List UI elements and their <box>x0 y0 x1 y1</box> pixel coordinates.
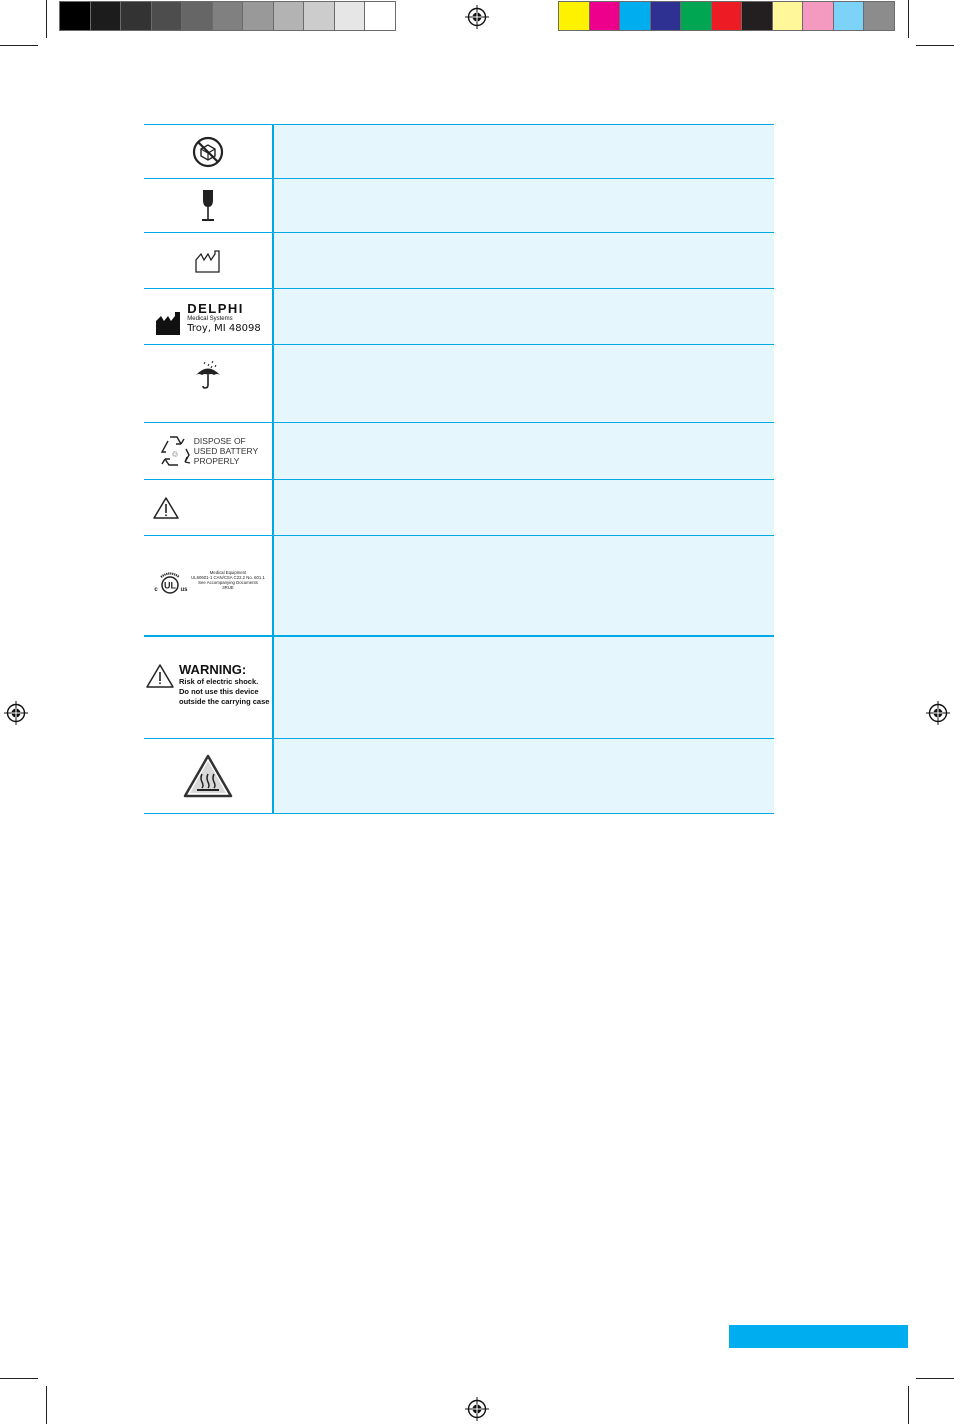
color-swatch <box>742 2 773 30</box>
color-swatch <box>620 2 651 30</box>
table-row <box>144 535 774 635</box>
symbol-cell <box>144 179 274 232</box>
registration-target-icon <box>465 1397 489 1421</box>
battery-disposal-text <box>194 436 258 466</box>
manufacturer-division: Medical Systems <box>187 316 233 322</box>
description-cell <box>274 739 774 813</box>
crop-mark <box>0 1378 38 1379</box>
crop-mark <box>908 0 909 38</box>
crop-mark <box>908 1386 909 1424</box>
battery-text-line: PROPERLY <box>193 456 240 466</box>
process-color-bar <box>558 1 895 31</box>
color-swatch <box>365 2 395 30</box>
recycle-icon <box>158 433 192 469</box>
manufacturer-text <box>187 302 261 335</box>
description-cell <box>274 345 774 422</box>
description-cell <box>274 536 774 635</box>
battery-text-line: DISPOSE OF <box>193 436 246 446</box>
svg-text:UL: UL <box>164 580 177 591</box>
table-row <box>144 124 774 178</box>
warning-text <box>179 663 269 707</box>
symbol-cell <box>144 289 274 344</box>
table-row <box>144 232 774 288</box>
registration-target-icon <box>926 701 950 725</box>
ul-text-line: See Accompanying Documents <box>198 580 258 585</box>
registration-target-icon <box>4 701 28 725</box>
table-row <box>144 178 774 232</box>
description-cell <box>274 233 774 288</box>
warning-line: outside the carrying case <box>179 697 270 706</box>
color-swatch <box>335 2 366 30</box>
color-swatch <box>304 2 335 30</box>
keep-dry-umbrella-icon <box>193 359 223 389</box>
description-cell <box>274 179 774 232</box>
description-cell <box>274 423 774 479</box>
svg-text:us: us <box>180 587 188 593</box>
warning-triangle-icon <box>145 663 175 689</box>
color-swatch <box>681 2 712 30</box>
description-cell <box>274 480 774 535</box>
symbol-cell <box>144 345 274 422</box>
ul-text-line: UL60601-1 CAN/CSA C22.2 No. 601.1 <box>191 575 265 580</box>
description-cell <box>274 637 774 738</box>
warning-line: Risk of electric shock. <box>179 677 259 686</box>
table-row <box>144 344 774 422</box>
manufacturer-brand: DELPHI <box>187 301 244 316</box>
description-cell <box>274 125 774 178</box>
svg-text:c: c <box>154 587 158 593</box>
color-swatch <box>182 2 213 30</box>
symbols-table <box>144 124 774 814</box>
fragile-glass-icon <box>198 188 218 224</box>
ul-certification-text <box>191 570 265 590</box>
grayscale-color-bar <box>59 1 396 31</box>
table-row <box>144 288 774 344</box>
color-swatch <box>121 2 152 30</box>
crop-mark <box>0 45 38 46</box>
symbol-cell <box>144 536 274 635</box>
symbol-cell <box>144 637 274 738</box>
table-row <box>144 635 774 738</box>
table-row <box>144 479 774 535</box>
battery-text-line: USED BATTERY <box>193 446 259 456</box>
ul-text-line: Medical Equipment <box>209 570 247 575</box>
crop-mark <box>916 1378 954 1379</box>
color-swatch <box>274 2 305 30</box>
electric-shock-warning <box>145 657 269 707</box>
crop-mark <box>46 0 47 38</box>
hot-surface-icon <box>183 754 233 798</box>
color-swatch <box>773 2 804 30</box>
table-row <box>144 738 774 814</box>
page-section-tab <box>729 1325 908 1348</box>
color-swatch <box>803 2 834 30</box>
caution-triangle-icon <box>152 496 180 520</box>
symbol-cell <box>144 480 274 535</box>
manufacturer-icon <box>155 311 183 335</box>
manufacturer-address: Troy, MI 48098 <box>187 323 261 334</box>
table-row <box>144 422 774 479</box>
color-swatch <box>651 2 682 30</box>
registration-target-icon <box>465 5 489 29</box>
color-swatch <box>213 2 244 30</box>
crop-mark <box>916 45 954 46</box>
color-swatch <box>91 2 122 30</box>
ul-classified-icon <box>151 570 189 596</box>
warning-title: WARNING: <box>179 662 247 677</box>
color-swatch <box>152 2 183 30</box>
color-swatch <box>864 2 894 30</box>
symbol-cell <box>144 125 274 178</box>
symbol-cell <box>144 423 274 479</box>
crop-mark <box>46 1386 47 1424</box>
symbol-cell <box>144 739 274 813</box>
warning-line: Do not use this device <box>179 687 259 696</box>
ul-text-line: 3RUE <box>222 585 234 590</box>
color-swatch <box>712 2 743 30</box>
svg-text:♲: ♲ <box>171 450 179 459</box>
symbol-cell <box>144 233 274 288</box>
color-swatch <box>559 2 590 30</box>
date-of-manufacture-icon <box>194 248 222 274</box>
color-swatch <box>60 2 91 30</box>
do-not-reuse-box-icon <box>191 135 225 169</box>
description-cell <box>274 289 774 344</box>
color-swatch <box>590 2 621 30</box>
color-swatch <box>834 2 865 30</box>
manufacturer-block <box>155 302 261 335</box>
color-swatch <box>243 2 274 30</box>
